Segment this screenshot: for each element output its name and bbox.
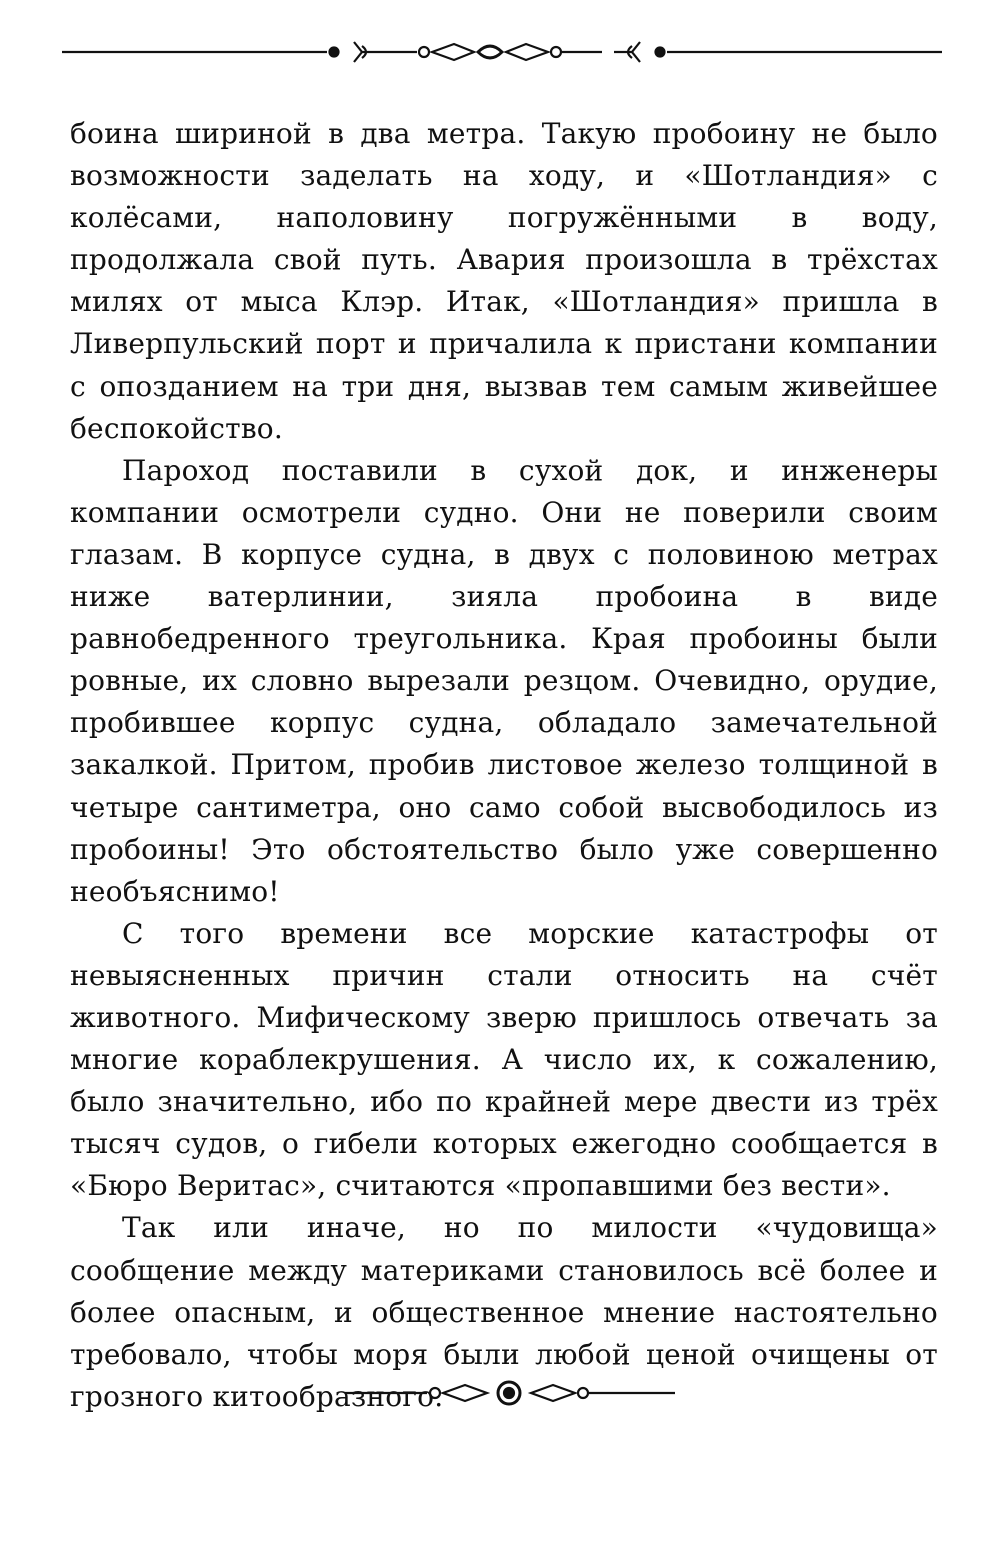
paragraph: боина шириной в два метра. Такую пробоину не было возможности заделать на ходу, и «Шотландия» с колёсами, наполовину погружёнными в воду, продолжала свой путь. Авария произошла в трёхстах милях от мыса Клэр. Итак, «Шотландия» пришла в Ливерпульский порт и причалила к пристани компании с опозданием на три дня, вызвав тем самым живейшее беспокойство. [70,117,938,445]
bottom-ornament-divider [345,1375,675,1411]
body-text [70,113,938,1418]
paragraph: Так или иначе, но по милости «чудовища» сообщение между материками становилось всё более и более опасным, и общественное мнение настоятельно требовало, чтобы моря были любой ценой очищены от грозного китообразного. [70,1211,938,1413]
paragraph: С того времени все морские катастрофы от невыясненных причин стали относить на счёт животного. Мифическому зверю пришлось отвечать за многие кораблекрушения. А число их, к сожалению, было значительно, ибо по крайней мере двести из трёх тысяч судов, о гибели которых ежегодно сообщается в «Бюро Веритас», считаются «пропавшими без вести». [70,916,938,1203]
top-ornament-divider [62,38,942,74]
paragraph: Пароход поставили в сухой док, и инженеры компании осмотрели судно. Они не поверили своим глазам. В корпусе судна, в двух с половиною метрах ниже ватерлинии, зияла пробоина в виде равнобедренного треугольника. Края пробоины были ровные, их словно вырезали резцом. Очевидно, орудие, пробившее корпус судна, обладало замечательной закалкой. Притом, пробив листовое железо толщиной в четыре сантиметра, оно само собой высвободилось из пробоины! Это обстоятельство было уже совершенно необъяснимо! [70,453,938,908]
